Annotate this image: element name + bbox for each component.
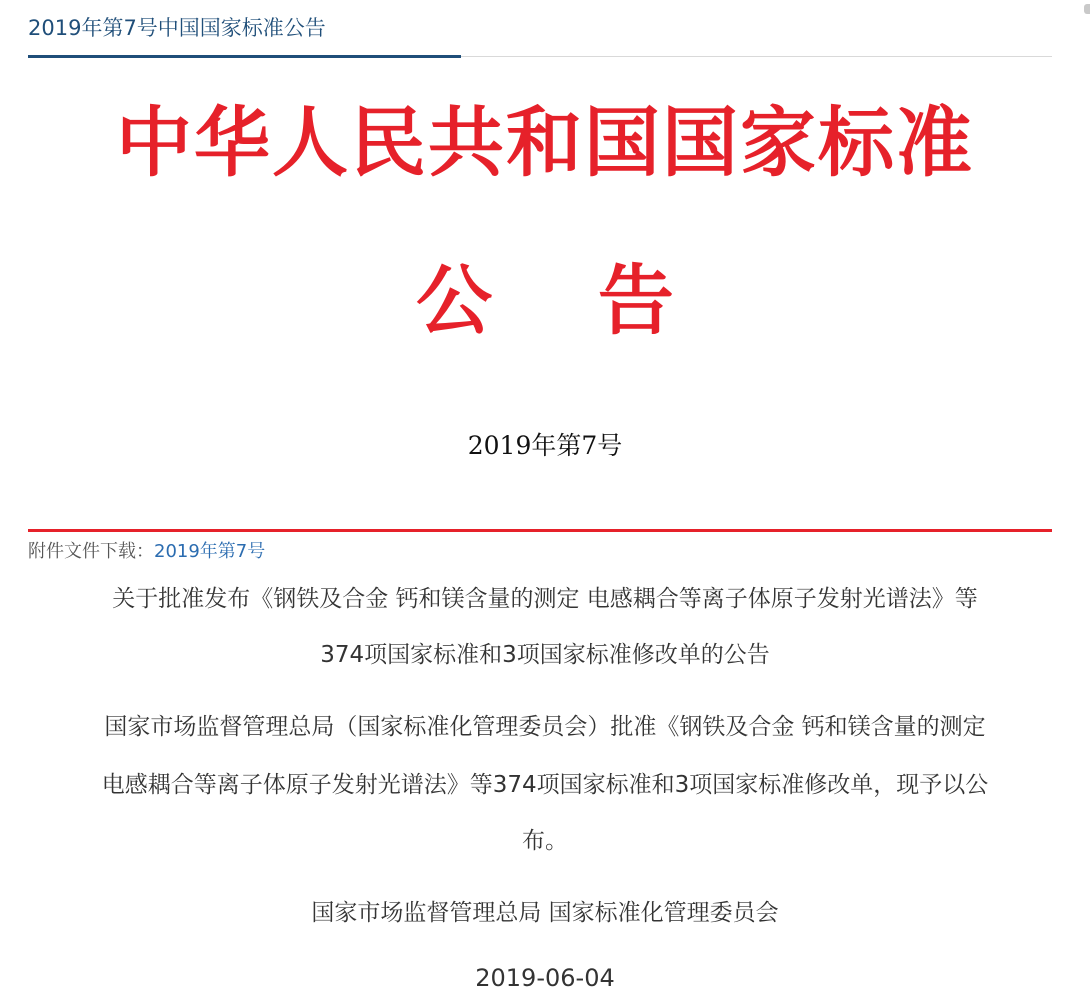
header-divider-accent: [28, 55, 461, 58]
announcement-title-line-1: 关于批准发布《钢铁及合金 钙和镁含量的测定 电感耦合等离子体原子发射光谱法》等: [112, 586, 978, 612]
masthead-subtitle: 公 告: [416, 256, 674, 345]
announcement-body-line-1: 国家市场监督管理总局（国家标准化管理委员会）批准《钢铁及合金 钙和镁含量的测定: [104, 714, 986, 740]
announcement-date: 2019-06-04: [475, 964, 615, 992]
announcement-body-line-2: 电感耦合等离子体原子发射光谱法》等374项国家标准和3项国家标准修改单，现予以公: [101, 772, 989, 798]
page-header-title: 2019年第7号中国国家标准公告: [28, 16, 326, 40]
announcement-title-line-2: 374项国家标准和3项国家标准修改单的公告: [320, 642, 770, 668]
masthead-title: 中华人民共和国国家标准: [116, 98, 974, 187]
attachment-label: 附件文件下载：: [28, 541, 154, 562]
issue-number: 2019年第7号: [467, 431, 623, 460]
attachment-row: [28, 537, 265, 563]
announcement-body-line-3: 布。: [522, 828, 568, 854]
attachment-download-link[interactable]: 2019年第7号: [154, 541, 266, 562]
announcement-signature: 国家市场监督管理总局 国家标准化管理委员会: [311, 900, 779, 926]
red-divider: [28, 529, 1052, 532]
scrollbar-thumb[interactable]: [1084, 4, 1090, 14]
